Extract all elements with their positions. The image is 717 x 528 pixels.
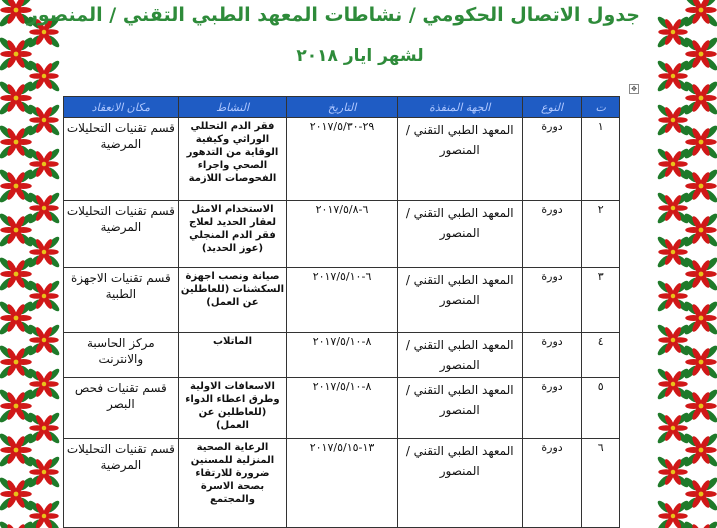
poinsettia-pattern-left bbox=[0, 0, 62, 528]
header-date: التاريخ bbox=[287, 97, 398, 118]
cell-party: المعهد الطبي التقني / المنصور bbox=[397, 268, 522, 333]
cell-number: ٤ bbox=[582, 333, 620, 378]
cell-party: المعهد الطبي التقني / المنصور bbox=[397, 201, 522, 268]
poinsettia-border-left bbox=[0, 0, 62, 528]
cell-type: دورة bbox=[522, 378, 582, 439]
table-header-row bbox=[64, 97, 620, 118]
poinsettia-flower-icon bbox=[0, 212, 34, 248]
poinsettia-flower-icon bbox=[683, 256, 717, 292]
poinsettia-flower-icon bbox=[27, 367, 61, 401]
poinsettia-flower-icon bbox=[0, 476, 34, 512]
cell-activity: صيانة ونصب اجهزة السكشنات (للعاطلين عن العمل) bbox=[178, 268, 287, 333]
table-row bbox=[64, 268, 620, 333]
cell-party: المعهد الطبي التقني / المنصور bbox=[397, 439, 522, 528]
cell-activity: الرعاية الصحية المنزلية للمسنين ضرورة للارتقاء بصحة الاسرة والمجتمع bbox=[178, 439, 287, 528]
activities-table bbox=[63, 96, 620, 528]
cell-date: ٦-٢٠١٧/٥/١٠ bbox=[287, 268, 398, 333]
cell-date: ٨-٢٠١٧/٥/١٠ bbox=[287, 333, 398, 378]
cell-activity: الاسعافات الاولية وطرق اعطاء الدواء (للعاطلين عن العمل) bbox=[178, 378, 287, 439]
cell-number: ٣ bbox=[582, 268, 620, 333]
cell-number: ٥ bbox=[582, 378, 620, 439]
cell-number: ٦ bbox=[582, 439, 620, 528]
cell-place: قسم تقنيات التحليلات المرضية bbox=[64, 439, 179, 528]
table-row bbox=[64, 378, 620, 439]
table-row bbox=[64, 333, 620, 378]
cell-place: قسم تقنيات التحليلات المرضية bbox=[64, 201, 179, 268]
poinsettia-flower-icon bbox=[683, 300, 717, 336]
header-activity: النشاط bbox=[178, 97, 287, 118]
table-move-handle-icon[interactable]: ✥ bbox=[629, 84, 639, 94]
page-subtitle: لشهر ايار ٢٠١٨ bbox=[296, 46, 424, 66]
cell-activity: الاستخدام الامثل لعقار الحديد لعلاج فقر الدم المنجلي (عوز الحديد) bbox=[178, 201, 287, 268]
poinsettia-flower-icon bbox=[27, 279, 61, 313]
poinsettia-flower-icon bbox=[656, 235, 690, 269]
header-place: مكان الانعقاد bbox=[64, 97, 179, 118]
header-type: النوع bbox=[522, 97, 582, 118]
poinsettia-flower-icon bbox=[0, 36, 34, 72]
cell-date: ١٣-٢٠١٧/٥/١٥ bbox=[287, 439, 398, 528]
poinsettia-flower-icon bbox=[0, 256, 34, 292]
cell-place: قسم تقنيات فحص البصر bbox=[64, 378, 179, 439]
table-row bbox=[64, 201, 620, 268]
poinsettia-flower-icon bbox=[656, 323, 690, 357]
poinsettia-flower-icon bbox=[656, 367, 690, 401]
header-number: ت bbox=[582, 97, 620, 118]
poinsettia-flower-icon bbox=[27, 235, 61, 269]
poinsettia-flower-icon bbox=[683, 0, 717, 28]
poinsettia-flower-icon bbox=[683, 344, 717, 380]
cell-type: دورة bbox=[522, 268, 582, 333]
poinsettia-flower-icon bbox=[27, 411, 61, 445]
poinsettia-flower-icon bbox=[656, 15, 690, 49]
cell-place: مركز الحاسبة والانترنت bbox=[64, 333, 179, 378]
poinsettia-flower-icon bbox=[27, 103, 61, 137]
poinsettia-border-right bbox=[655, 0, 717, 528]
cell-number: ١ bbox=[582, 118, 620, 201]
cell-party: المعهد الطبي التقني / المنصور bbox=[397, 333, 522, 378]
poinsettia-flower-icon bbox=[683, 520, 717, 528]
poinsettia-flower-icon bbox=[0, 520, 34, 528]
page-title: جدول الاتصال الحكومي / نشاطات المعهد الطبي التقني / المنصور bbox=[26, 4, 640, 26]
poinsettia-flower-icon bbox=[656, 191, 690, 225]
cell-date: ٦-٢٠١٧/٥/٨ bbox=[287, 201, 398, 268]
poinsettia-flower-icon bbox=[0, 300, 34, 336]
poinsettia-flower-icon bbox=[27, 59, 61, 93]
poinsettia-flower-icon bbox=[656, 455, 690, 489]
cell-type: دورة bbox=[522, 439, 582, 528]
poinsettia-flower-icon bbox=[656, 103, 690, 137]
header-party: الجهة المنفذة bbox=[397, 97, 522, 118]
poinsettia-flower-icon bbox=[683, 432, 717, 468]
poinsettia-flower-icon bbox=[683, 124, 717, 160]
poinsettia-flower-icon bbox=[27, 191, 61, 225]
poinsettia-pattern-right bbox=[655, 0, 717, 528]
poinsettia-flower-icon bbox=[0, 80, 34, 116]
poinsettia-flower-icon bbox=[656, 59, 690, 93]
poinsettia-flower-icon bbox=[0, 168, 34, 204]
cell-party: المعهد الطبي التقني / المنصور bbox=[397, 378, 522, 439]
poinsettia-flower-icon bbox=[683, 388, 717, 424]
cell-number: ٢ bbox=[582, 201, 620, 268]
poinsettia-flower-icon bbox=[27, 455, 61, 489]
poinsettia-flower-icon bbox=[27, 147, 61, 181]
poinsettia-flower-icon bbox=[683, 168, 717, 204]
cell-type: دورة bbox=[522, 201, 582, 268]
poinsettia-flower-icon bbox=[0, 432, 34, 468]
cell-date: ٢٩-٢٠١٧/٥/٣٠ bbox=[287, 118, 398, 201]
poinsettia-flower-icon bbox=[683, 476, 717, 512]
cell-place: قسم تقنيات التحليلات المرضية bbox=[64, 118, 179, 201]
table-row bbox=[64, 439, 620, 528]
poinsettia-flower-icon bbox=[683, 80, 717, 116]
cell-type: دورة bbox=[522, 118, 582, 201]
cell-party: المعهد الطبي التقني / المنصور bbox=[397, 118, 522, 201]
poinsettia-flower-icon bbox=[656, 411, 690, 445]
poinsettia-flower-icon bbox=[0, 344, 34, 380]
cell-activity: الماتلاب bbox=[178, 333, 287, 378]
cell-type: دورة bbox=[522, 333, 582, 378]
cell-activity: فقر الدم التحللي الوراثي وكيفية الوقاية من التدهور الصحي واجراء الفحوصات اللازمة bbox=[178, 118, 287, 201]
table-row bbox=[64, 118, 620, 201]
poinsettia-flower-icon bbox=[683, 212, 717, 248]
poinsettia-flower-icon bbox=[683, 36, 717, 72]
poinsettia-flower-icon bbox=[27, 323, 61, 357]
cell-place: قسم تقنيات الاجهزة الطبية bbox=[64, 268, 179, 333]
cell-date: ٨-٢٠١٧/٥/١٠ bbox=[287, 378, 398, 439]
poinsettia-flower-icon bbox=[0, 388, 34, 424]
poinsettia-flower-icon bbox=[656, 279, 690, 313]
poinsettia-flower-icon bbox=[0, 124, 34, 160]
poinsettia-flower-icon bbox=[656, 147, 690, 181]
